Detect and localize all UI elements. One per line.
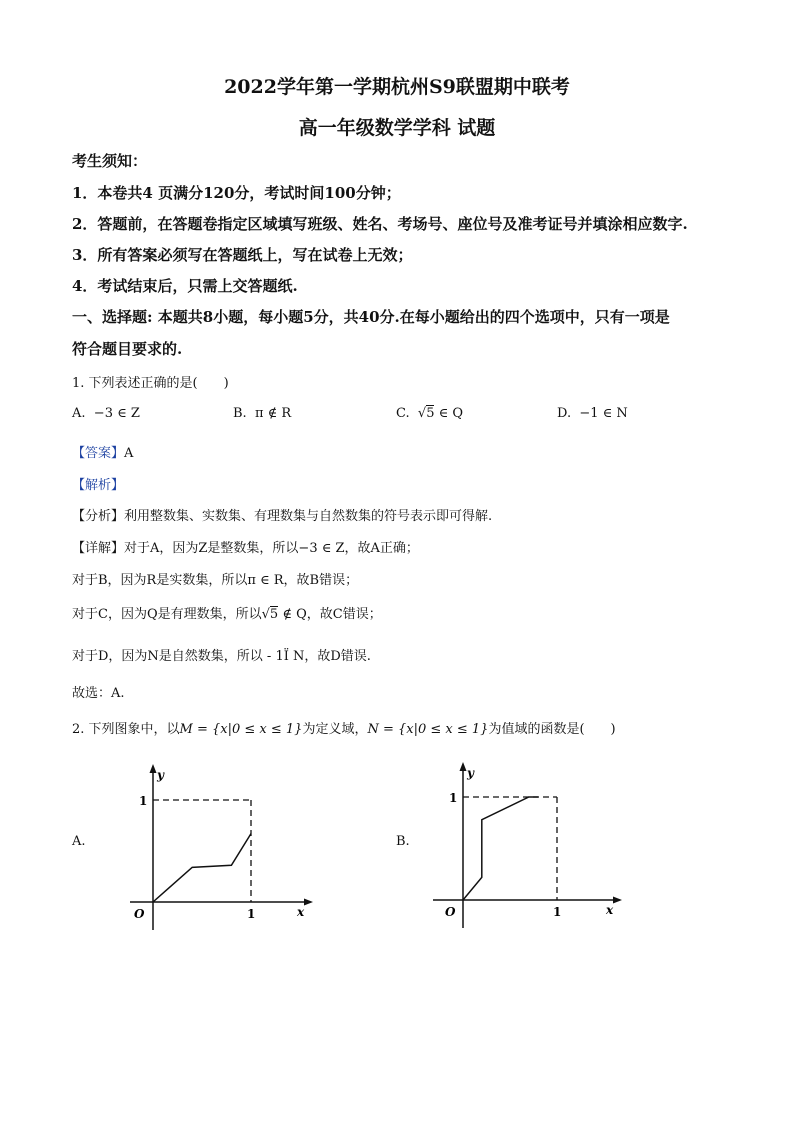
option-d-text: −1 ∈ N xyxy=(579,406,628,421)
q2-stem-post: 为值域的函数是( ) xyxy=(488,722,616,737)
question-2-stem xyxy=(72,718,616,737)
analysis-line xyxy=(72,474,124,493)
sqrt-symbol: √ xyxy=(417,406,427,421)
option-d xyxy=(557,406,628,421)
exam-subtitle: 高一年级数学学科 试题 xyxy=(298,117,496,139)
graph-b-curve xyxy=(463,797,538,900)
graph-b-origin: O xyxy=(445,905,456,919)
graph-a-origin: O xyxy=(134,907,145,921)
set-m: M = {x|0 ≤ x ≤ 1} xyxy=(179,722,303,737)
conclusion-line: 故选：A. xyxy=(72,686,125,701)
option-c-root: 5 xyxy=(426,406,435,421)
graph-b-label: B. xyxy=(396,834,410,849)
detail-line-d: 对于D，因为N是自然数集，所以 - 1Ï N，故D错误. xyxy=(72,649,371,664)
section-heading-cont: 符合题目要求的. xyxy=(72,340,183,358)
fenxi-text: 利用整数集、实数集、有理数集与自然数集的符号表示即可得解. xyxy=(124,509,493,524)
option-a xyxy=(72,406,140,421)
graph-b-x-tick: 1 xyxy=(553,905,562,919)
graph-a-x-arrow xyxy=(304,899,313,906)
graph-a-x-label: x xyxy=(297,905,305,919)
notice-item: 4．考试结束后，只需上交答题纸. xyxy=(72,277,298,295)
option-c xyxy=(396,406,463,421)
notice-item: 1．本卷共4 页满分120分，考试时间100分钟； xyxy=(72,184,401,202)
question-1-stem: 1. 下列表述正确的是( ) xyxy=(72,376,229,391)
analysis-tag: 【解析】 xyxy=(72,478,125,493)
option-c-label: C. xyxy=(396,406,410,421)
q2-stem-pre: 2. 下列图象中，以 xyxy=(72,722,180,737)
graph-a-y-label: y xyxy=(157,768,164,782)
option-a-text: −3 ∈ Z xyxy=(93,406,140,421)
graph-b-y-label: y xyxy=(467,766,474,780)
answer-tag: 【答案】 xyxy=(72,446,125,461)
detail-line-c xyxy=(72,603,382,622)
graph-b-x-label: x xyxy=(606,903,614,917)
answer-line xyxy=(72,442,133,461)
detail-line-b: 对于B，因为R是实数集，所以π ∈ R，故B错误； xyxy=(72,573,359,588)
graph-a-x-tick: 1 xyxy=(247,907,256,921)
graph-a xyxy=(125,760,325,938)
answer-value: A xyxy=(124,446,134,461)
detail-a-text: 对于A，因为Z是整数集，所以−3 ∈ Z，故A正确； xyxy=(124,541,419,556)
option-d-label: D. xyxy=(557,406,572,421)
graph-b-y-tick: 1 xyxy=(449,791,458,805)
option-b xyxy=(233,406,291,421)
q2-stem-mid: 为定义域， xyxy=(302,722,368,737)
graph-a-y-tick: 1 xyxy=(139,794,148,808)
fenxi-tag: 【分析】 xyxy=(72,509,125,524)
set-n: N = {x|0 ≤ x ≤ 1} xyxy=(367,722,489,737)
graph-a-label: A. xyxy=(72,834,86,849)
detail-c-post: ∉ Q，故C错误； xyxy=(282,607,382,622)
sqrt-symbol: √ xyxy=(261,607,270,622)
graph-b xyxy=(430,758,630,936)
graph-b-y-arrow xyxy=(460,762,467,771)
option-b-label: B. xyxy=(233,406,247,421)
exam-title: 2022学年第一学期杭州S9联盟期中联考 xyxy=(224,76,570,98)
notice-item: 2．答题前，在答题卷指定区域填写班级、姓名、考场号、座位号及准考证号并填涂相应数字. xyxy=(72,215,688,233)
graph-a-y-arrow xyxy=(150,764,157,773)
detail-c-pre: 对于C，因为Q是有理数集，所以 xyxy=(72,607,262,622)
section-heading: 一、选择题: 本题共8小题，每小题5分，共40分.在每小题给出的四个选项中，只有一项是 xyxy=(72,308,670,326)
graph-b-x-arrow xyxy=(613,897,622,904)
detail-tag: 【详解】 xyxy=(72,541,125,556)
notice-heading: 考生须知： xyxy=(72,152,148,170)
graph-a-curve xyxy=(153,834,251,902)
option-a-label: A. xyxy=(72,406,86,421)
detail-c-root: 5 xyxy=(269,607,279,622)
notice-item: 3．所有答案必须写在答题纸上，写在试卷上无效； xyxy=(72,246,413,264)
option-b-text: π ∉ R xyxy=(254,406,292,421)
fenxi-line xyxy=(72,505,492,524)
option-c-text: ∈ Q xyxy=(438,406,464,421)
detail-line-a xyxy=(72,537,419,556)
